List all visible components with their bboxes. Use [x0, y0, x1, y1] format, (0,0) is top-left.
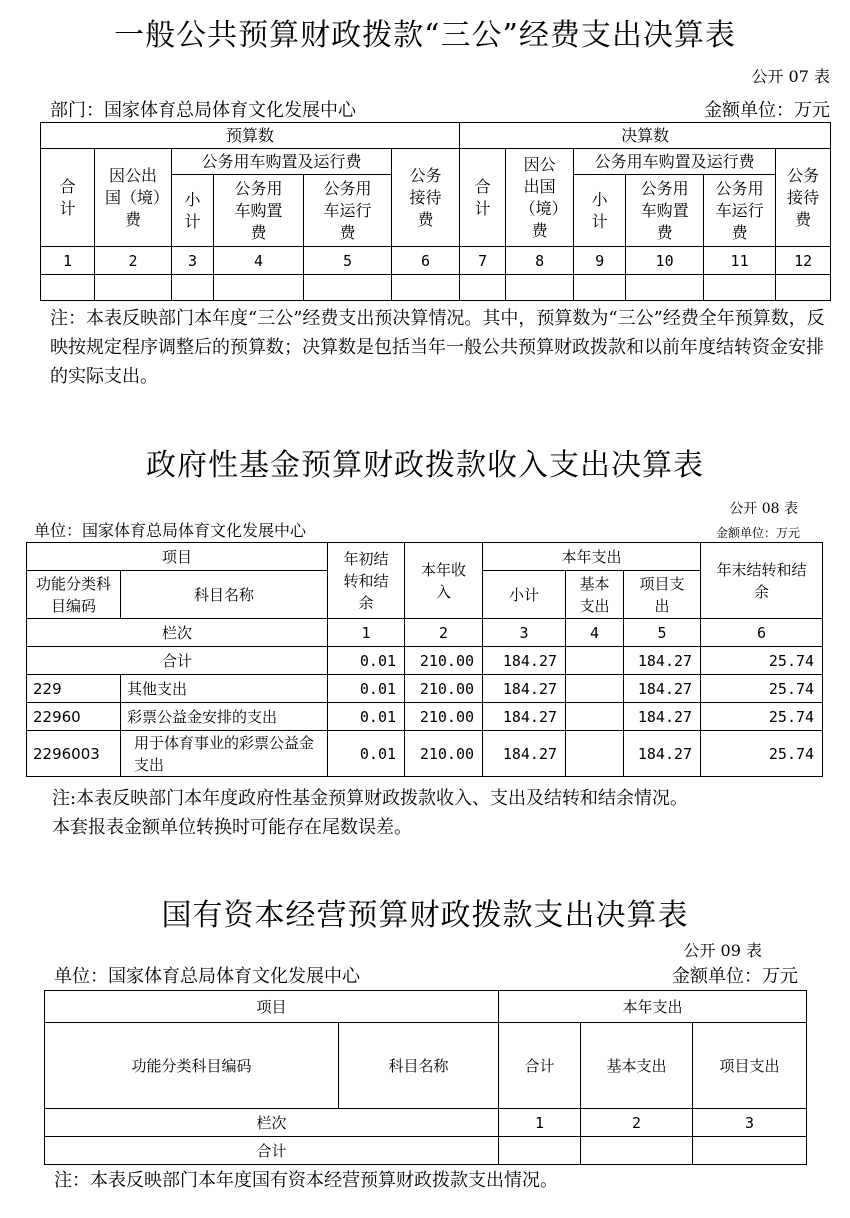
table1-empty-cell — [304, 275, 392, 301]
end-cell: 25.74 — [701, 703, 823, 731]
final-header: 决算数 — [460, 123, 831, 149]
income-cell: 210.00 — [405, 731, 483, 777]
table3-unit-label: 单位：国家体育总局体育文化发展中心 — [54, 966, 360, 987]
table3-total-header: 合计 — [499, 1023, 581, 1109]
table3 — [44, 990, 807, 1165]
table2-item-header: 项目 — [27, 543, 328, 571]
basic-cell — [566, 675, 624, 703]
end-cell: 25.74 — [701, 675, 823, 703]
subject-cell: 用于体育事业的彩票公益金支出 — [121, 731, 328, 777]
col-index: 5 — [624, 619, 701, 647]
begin-cell: 0.01 — [328, 675, 405, 703]
table1-empty-cell — [460, 275, 506, 301]
table3-note: 注：本表反映部门本年度国有资本经营预算财政拨款支出情况。 — [54, 1170, 558, 1191]
table3-title: 国有资本经营预算财政拨款支出决算表 — [161, 898, 689, 933]
table1-empty-cell — [574, 275, 626, 301]
final-total-header: 合计 — [460, 149, 506, 247]
col-index: 9 — [574, 247, 626, 275]
budget-car-group-header: 公务用车购置及运行费 — [172, 149, 392, 175]
table3-total-row — [45, 1137, 807, 1165]
table2-note-2: 本套报表金额单位转换时可能存在尾数误差。 — [52, 817, 412, 838]
final-subtotal-header: 小计 — [574, 175, 626, 247]
table1-empty-cell — [41, 275, 95, 301]
table2-subtotal-header: 小计 — [483, 571, 566, 619]
code-cell: 2296003 — [27, 731, 121, 777]
col-index: 3 — [172, 247, 214, 275]
final-reception-header: 公务接待费 — [776, 149, 831, 247]
subtotal-cell: 184.27 — [483, 731, 566, 777]
col-index: 6 — [392, 247, 460, 275]
table2-func-code-header: 功能分类科目编码 — [27, 571, 121, 619]
table1 — [40, 122, 831, 301]
income-cell: 210.00 — [405, 675, 483, 703]
code-cell: 22960 — [27, 703, 121, 731]
col-index: 8 — [506, 247, 574, 275]
table2-total-row — [27, 647, 823, 675]
table1-empty-cell — [506, 275, 574, 301]
col-index: 2 — [405, 619, 483, 647]
begin-cell: 0.01 — [328, 647, 405, 675]
code-cell: 229 — [27, 675, 121, 703]
table2-code: 公开 08 表 — [729, 501, 798, 517]
table1-empty-cell — [392, 275, 460, 301]
table3-project-header: 项目支出 — [693, 1023, 807, 1109]
budget-total-header: 合计 — [41, 149, 95, 247]
col-index: 2 — [581, 1109, 693, 1137]
table2 — [26, 542, 823, 777]
col-index: 4 — [566, 619, 624, 647]
table2-subject-header: 科目名称 — [121, 571, 328, 619]
col-index: 2 — [95, 247, 172, 275]
table2-row-label: 栏次 — [27, 619, 328, 647]
table3-empty-cell — [693, 1137, 807, 1165]
table1-empty-cell — [172, 275, 214, 301]
budget-car-run-header: 公务用车运行费 — [304, 175, 392, 247]
final-car-run-header: 公务用车运行费 — [704, 175, 776, 247]
table3-total-label: 合计 — [45, 1137, 499, 1165]
end-cell: 25.74 — [701, 647, 823, 675]
table2-title: 政府性基金预算财政拨款收入支出决算表 — [146, 448, 704, 483]
table2-basic-header: 基本支出 — [566, 571, 624, 619]
end-cell: 25.74 — [701, 731, 823, 777]
budget-header: 预算数 — [41, 123, 460, 149]
table-row — [27, 731, 823, 777]
final-abroad-header: 因公出国（境）费 — [506, 149, 574, 247]
col-index: 10 — [626, 247, 704, 275]
budget-subtotal-header: 小计 — [172, 175, 214, 247]
col-index: 6 — [701, 619, 823, 647]
table1-empty-cell — [95, 275, 172, 301]
table-row — [27, 703, 823, 731]
table3-code: 公开 09 表 — [683, 941, 762, 960]
table3-subject-header: 科目名称 — [339, 1023, 499, 1109]
subtotal-cell: 184.27 — [483, 703, 566, 731]
table1-empty-cell — [704, 275, 776, 301]
table1-empty-cell — [776, 275, 831, 301]
col-index: 7 — [460, 247, 506, 275]
col-index: 12 — [776, 247, 831, 275]
col-index: 1 — [499, 1109, 581, 1137]
table3-item-header: 项目 — [45, 991, 499, 1023]
subtotal-cell: 184.27 — [483, 675, 566, 703]
project-cell: 184.27 — [624, 731, 701, 777]
begin-cell: 0.01 — [328, 731, 405, 777]
table3-unit: 金额单位：万元 — [672, 966, 798, 987]
final-car-buy-header: 公务用车购置费 — [626, 175, 704, 247]
table1-code: 公开 07 表 — [751, 67, 830, 86]
table2-unit-label: 单位：国家体育总局体育文化发展中心 — [34, 521, 307, 540]
subject-cell: 彩票公益金安排的支出 — [121, 703, 328, 731]
table1-note: 注：本表反映部门本年度“三公”经费支出预决算情况。其中，预算数为“三公”经费全年预算数，反映按规定程序调整后的预算数；决算数是包括当年一般公共预算财政拨款和以前年度结转资金安排的实际支出。 — [50, 308, 825, 387]
final-car-group-header: 公务用车购置及运行费 — [574, 149, 776, 175]
table2-end-header: 年末结转和结余 — [701, 543, 823, 619]
income-cell: 210.00 — [405, 647, 483, 675]
table2-note-1: 注:本表反映部门本年度政府性基金预算财政拨款收入、支出及结转和结余情况。 — [52, 788, 689, 809]
table1-empty-cell — [626, 275, 704, 301]
begin-cell: 0.01 — [328, 703, 405, 731]
table3-empty-cell — [581, 1137, 693, 1165]
basic-cell — [566, 731, 624, 777]
table1-unit: 金额单位：万元 — [704, 100, 830, 121]
table-row — [27, 675, 823, 703]
subtotal-cell: 184.27 — [483, 647, 566, 675]
col-index: 1 — [328, 619, 405, 647]
col-index: 4 — [214, 247, 304, 275]
table2-total-label: 合计 — [27, 647, 328, 675]
col-index: 1 — [41, 247, 95, 275]
project-cell: 184.27 — [624, 647, 701, 675]
col-index: 11 — [704, 247, 776, 275]
table2-income-header: 本年收入 — [405, 543, 483, 619]
table2-project-header: 项目支出 — [624, 571, 701, 619]
table1-dept: 部门：国家体育总局体育文化发展中心 — [50, 100, 356, 121]
col-index: 3 — [693, 1109, 807, 1137]
table3-empty-cell — [499, 1137, 581, 1165]
income-cell: 210.00 — [405, 703, 483, 731]
table2-expense-header: 本年支出 — [483, 543, 701, 571]
table3-row-label: 栏次 — [45, 1109, 499, 1137]
budget-reception-header: 公务接待费 — [392, 149, 460, 247]
table3-func-code-header: 功能分类科目编码 — [45, 1023, 339, 1109]
table2-unit: 金额单位：万元 — [715, 526, 800, 540]
subject-cell: 其他支出 — [121, 675, 328, 703]
table1-title: 一般公共预算财政拨款“三公”经费支出决算表 — [114, 18, 736, 53]
project-cell: 184.27 — [624, 703, 701, 731]
table3-basic-header: 基本支出 — [581, 1023, 693, 1109]
col-index: 5 — [304, 247, 392, 275]
table2-begin-header: 年初结转和结余 — [328, 543, 405, 619]
col-index: 3 — [483, 619, 566, 647]
budget-car-buy-header: 公务用车购置费 — [214, 175, 304, 247]
basic-cell — [566, 703, 624, 731]
basic-cell — [566, 647, 624, 675]
budget-abroad-header: 因公出国（境）费 — [95, 149, 172, 247]
table1-empty-cell — [214, 275, 304, 301]
project-cell: 184.27 — [624, 675, 701, 703]
table3-expense-header: 本年支出 — [499, 991, 807, 1023]
